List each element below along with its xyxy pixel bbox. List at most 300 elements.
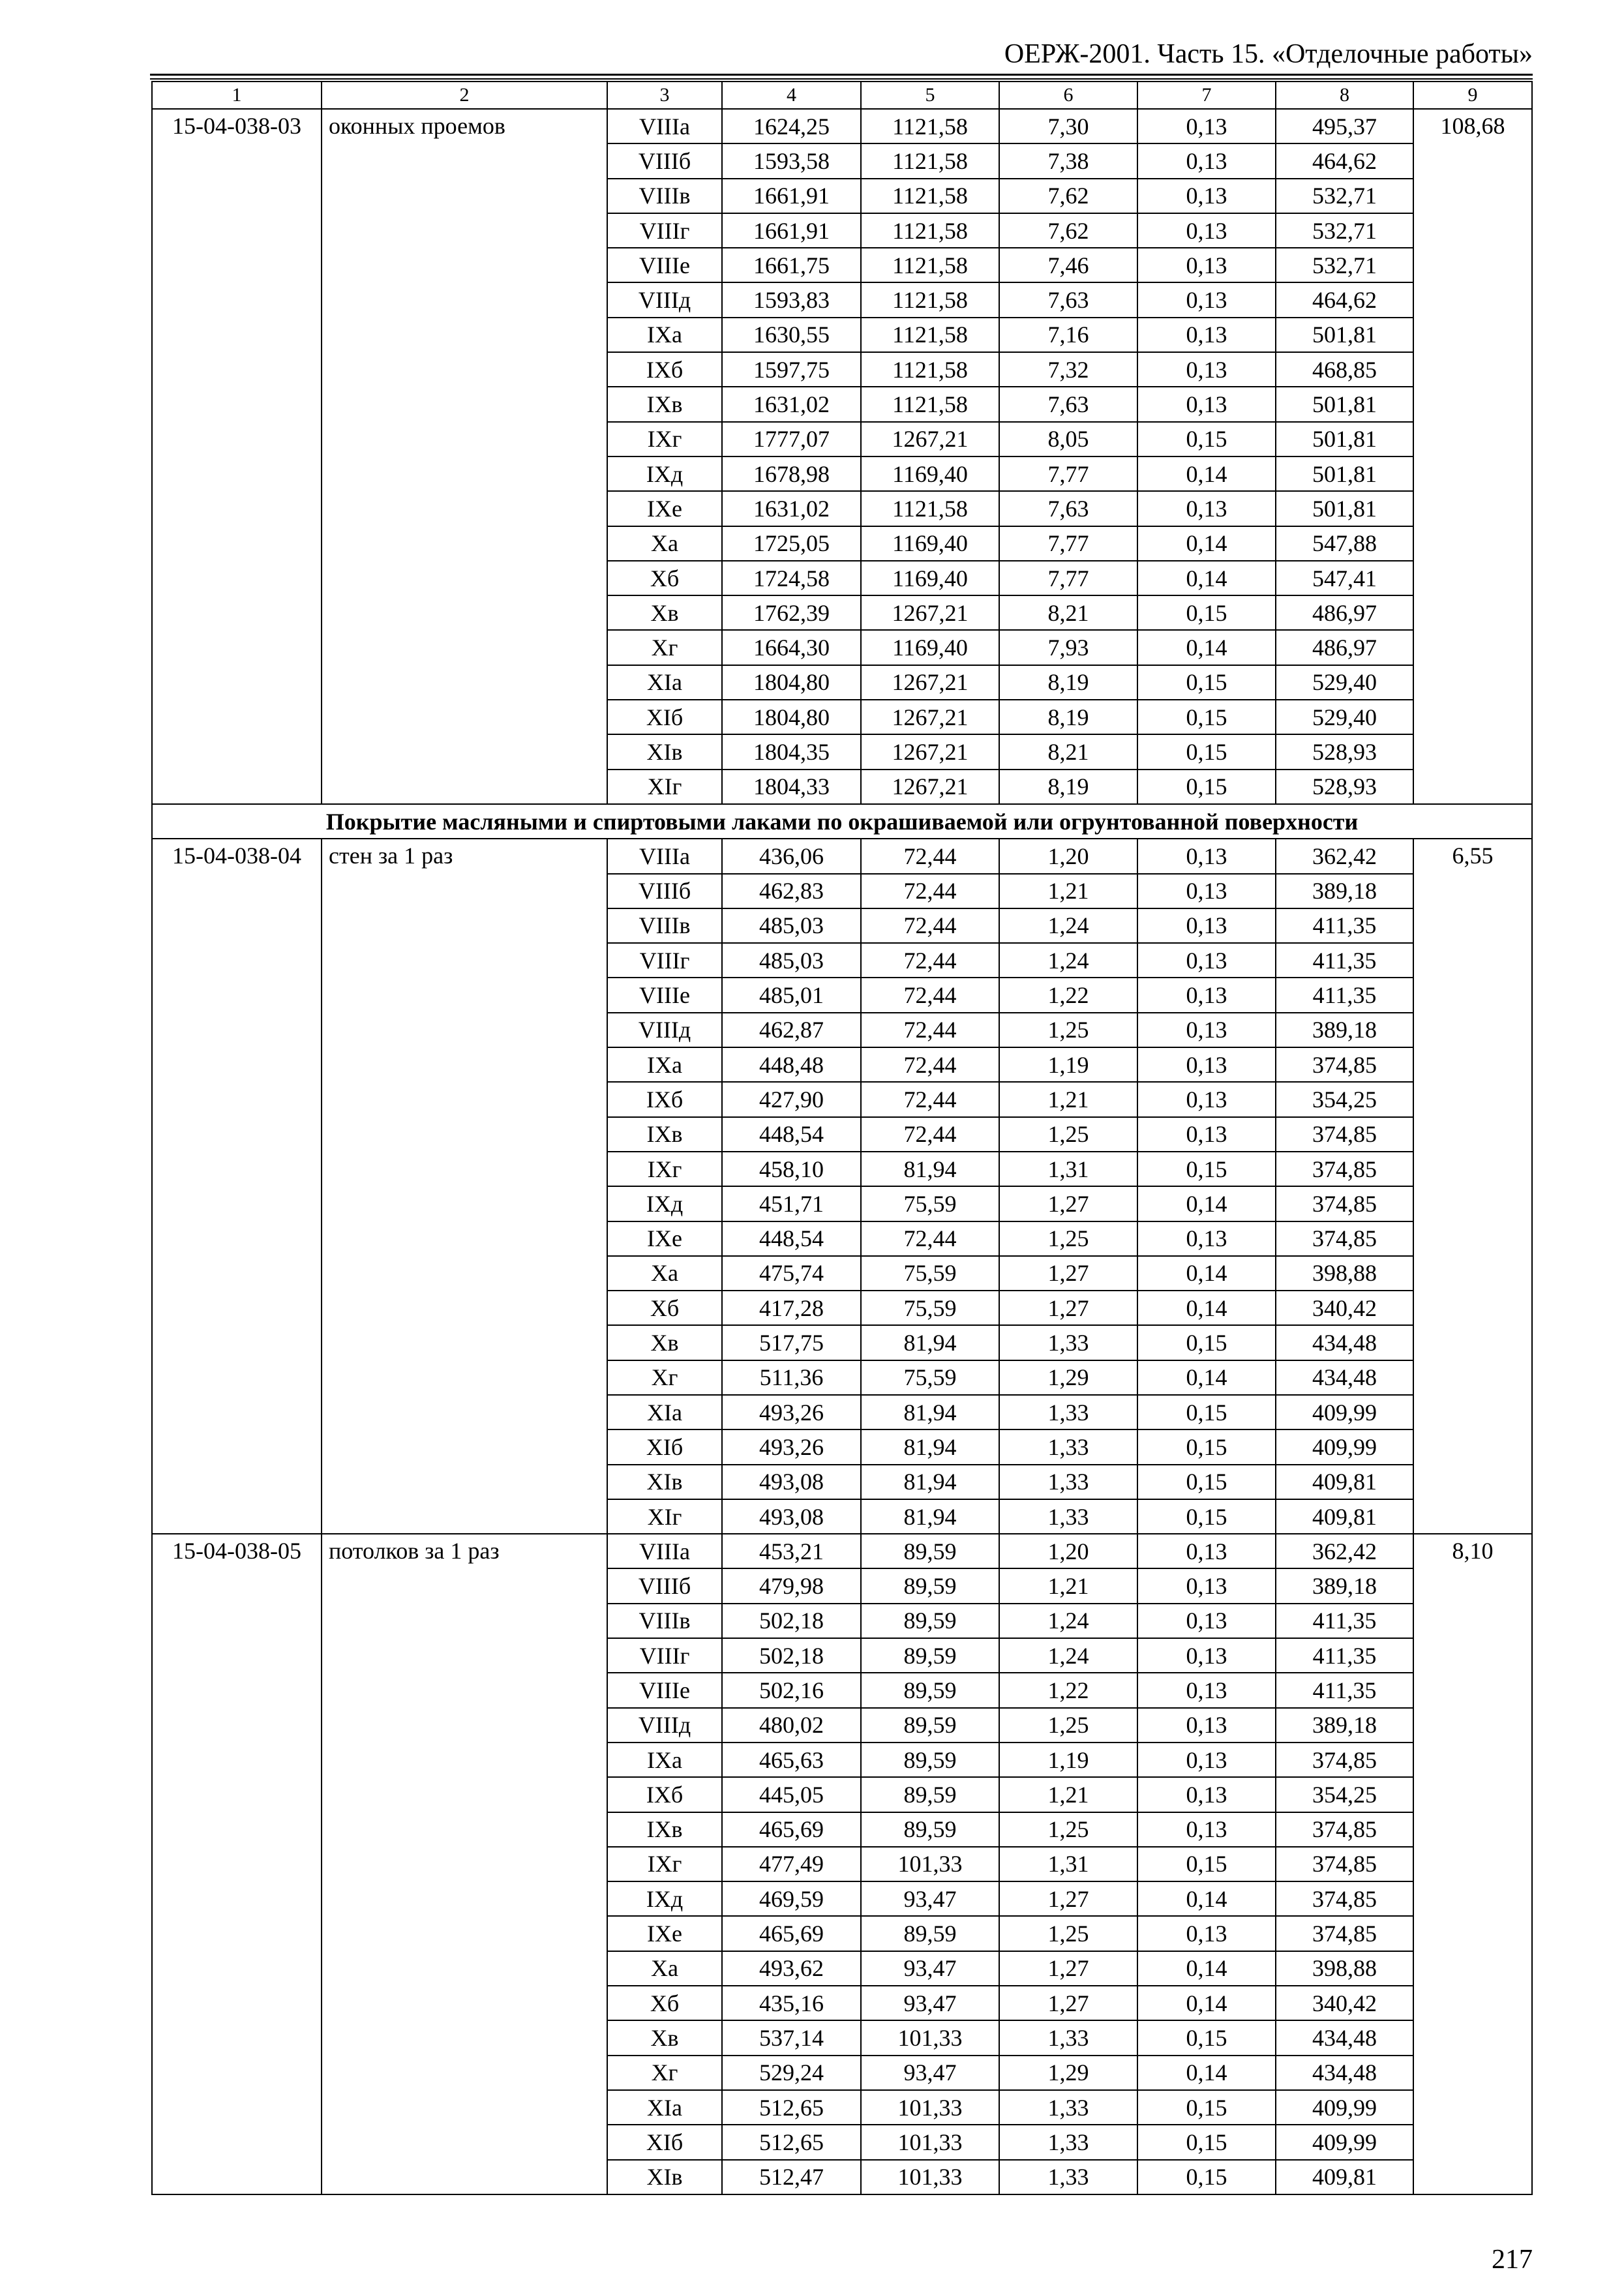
machinist-wages-cell: 0,13 (1137, 1568, 1276, 1603)
machinist-wages-cell: 0,15 (1137, 1499, 1276, 1534)
materials-cell: 374,85 (1276, 1743, 1413, 1777)
direct-costs-cell: 1631,02 (722, 387, 861, 421)
machinist-wages-cell: 0,14 (1137, 1256, 1276, 1291)
labor-wages-cell: 89,59 (861, 1604, 999, 1638)
zone-cell: VIIIб (607, 143, 722, 178)
header-rule (150, 78, 1533, 80)
zone-cell: Xв (607, 1325, 722, 1360)
machine-costs-cell: 1,33 (999, 2125, 1137, 2159)
labor-wages-cell: 89,59 (861, 1916, 999, 1951)
direct-costs-cell: 1664,30 (722, 630, 861, 665)
machinist-wages-cell: 0,13 (1137, 318, 1276, 352)
labor-wages-cell: 72,44 (861, 1013, 999, 1047)
materials-cell: 486,97 (1276, 630, 1413, 665)
machine-costs-cell: 1,22 (999, 1673, 1137, 1707)
materials-cell: 409,81 (1276, 1465, 1413, 1499)
section-heading: Покрытие масляными и спиртовыми лаками по окрашиваемой или огрунтованной поверхности (152, 804, 1532, 839)
zone-cell: Xв (607, 2020, 722, 2055)
labor-wages-cell: 72,44 (861, 1117, 999, 1152)
zone-cell: Xб (607, 1986, 722, 2020)
column-number: 2 (322, 82, 607, 109)
direct-costs-cell: 512,65 (722, 2090, 861, 2125)
section-heading-row (152, 804, 1532, 839)
direct-costs-cell: 448,54 (722, 1221, 861, 1256)
machinist-wages-cell: 0,15 (1137, 734, 1276, 769)
machinist-wages-cell: 0,13 (1137, 978, 1276, 1012)
direct-costs-cell: 1631,02 (722, 491, 861, 526)
direct-costs-cell: 485,03 (722, 908, 861, 943)
labor-wages-cell: 1121,58 (861, 213, 999, 248)
machine-costs-cell: 1,33 (999, 2020, 1137, 2055)
machine-costs-cell: 7,46 (999, 248, 1137, 282)
materials-cell: 409,81 (1276, 2160, 1413, 2194)
zone-cell: XIб (607, 2125, 722, 2159)
zone-cell: VIIIд (607, 1708, 722, 1743)
direct-costs-cell: 436,06 (722, 839, 861, 873)
direct-costs-cell: 480,02 (722, 1708, 861, 1743)
machine-costs-cell: 1,25 (999, 1708, 1137, 1743)
materials-cell: 374,85 (1276, 1152, 1413, 1186)
column-number: 5 (861, 82, 999, 109)
column-number: 3 (607, 82, 722, 109)
zone-cell: Xб (607, 1291, 722, 1325)
materials-cell: 501,81 (1276, 422, 1413, 456)
materials-cell: 389,18 (1276, 1568, 1413, 1603)
direct-costs-cell: 427,90 (722, 1082, 861, 1116)
labor-wages-cell: 75,59 (861, 1291, 999, 1325)
materials-cell: 501,81 (1276, 318, 1413, 352)
materials-cell: 389,18 (1276, 1708, 1413, 1743)
zone-cell: XIа (607, 1395, 722, 1429)
zone-cell: IXб (607, 1082, 722, 1116)
materials-cell: 528,93 (1276, 770, 1413, 804)
machinist-wages-cell: 0,13 (1137, 874, 1276, 908)
labor-wages-cell: 72,44 (861, 874, 999, 908)
machine-costs-cell: 1,29 (999, 1360, 1137, 1395)
materials-cell: 340,42 (1276, 1291, 1413, 1325)
materials-cell: 389,18 (1276, 874, 1413, 908)
materials-cell: 411,35 (1276, 1604, 1413, 1638)
direct-costs-cell: 1762,39 (722, 595, 861, 630)
materials-cell: 389,18 (1276, 1013, 1413, 1047)
materials-cell: 434,48 (1276, 1360, 1413, 1395)
machine-costs-cell: 1,27 (999, 1986, 1137, 2020)
direct-costs-cell: 485,03 (722, 943, 861, 978)
labor-wages-cell: 81,94 (861, 1395, 999, 1429)
materials-cell: 362,42 (1276, 839, 1413, 873)
machine-costs-cell: 1,24 (999, 1604, 1137, 1638)
labor-wages-cell: 1121,58 (861, 109, 999, 143)
column-number: 4 (722, 82, 861, 109)
zone-cell: IXг (607, 1847, 722, 1881)
machinist-wages-cell: 0,13 (1137, 143, 1276, 178)
labor-wages-cell: 89,59 (861, 1673, 999, 1707)
zone-cell: IXа (607, 318, 722, 352)
direct-costs-cell: 448,54 (722, 1117, 861, 1152)
labor-wages-cell: 81,94 (861, 1499, 999, 1534)
zone-cell: XIб (607, 700, 722, 734)
column-number: 1 (152, 82, 322, 109)
zone-cell: IXд (607, 1186, 722, 1221)
direct-costs-cell: 493,26 (722, 1429, 861, 1464)
materials-cell: 529,40 (1276, 700, 1413, 734)
machinist-wages-cell: 0,15 (1137, 1152, 1276, 1186)
zone-cell: XIа (607, 665, 722, 700)
zone-cell: XIб (607, 1429, 722, 1464)
machinist-wages-cell: 0,15 (1137, 2020, 1276, 2055)
machinist-wages-cell: 0,13 (1137, 248, 1276, 282)
machinist-wages-cell: 0,13 (1137, 1604, 1276, 1638)
zone-cell: VIIIд (607, 282, 722, 317)
machinist-wages-cell: 0,15 (1137, 2125, 1276, 2159)
labor-wages-cell: 89,59 (861, 1812, 999, 1847)
table-row (152, 1534, 1532, 1568)
materials-cell: 409,99 (1276, 1429, 1413, 1464)
machine-costs-cell: 1,33 (999, 1325, 1137, 1360)
labor-wages-cell: 1169,40 (861, 456, 999, 491)
direct-costs-cell: 1678,98 (722, 456, 861, 491)
machine-costs-cell: 1,20 (999, 839, 1137, 873)
machine-costs-cell: 1,25 (999, 1013, 1137, 1047)
labor-wages-cell: 1121,58 (861, 179, 999, 213)
materials-cell: 411,35 (1276, 908, 1413, 943)
zone-cell: IXв (607, 1117, 722, 1152)
labor-wages-cell: 1169,40 (861, 561, 999, 595)
direct-costs-cell: 465,69 (722, 1916, 861, 1951)
machine-costs-cell: 1,27 (999, 1881, 1137, 1916)
machine-costs-cell: 1,29 (999, 2056, 1137, 2090)
materials-cell: 374,85 (1276, 1881, 1413, 1916)
zone-cell: VIIIг (607, 1638, 722, 1673)
column-number: 9 (1413, 82, 1532, 109)
materials-cell: 547,41 (1276, 561, 1413, 595)
machinist-wages-cell: 0,13 (1137, 1708, 1276, 1743)
column-number-row (152, 82, 1532, 109)
labor-wages-cell: 1267,21 (861, 734, 999, 769)
direct-costs-cell: 458,10 (722, 1152, 861, 1186)
work-name: стен за 1 раз (322, 839, 607, 1534)
direct-costs-cell: 1593,83 (722, 282, 861, 317)
labor-wages-cell: 75,59 (861, 1186, 999, 1221)
machine-costs-cell: 1,27 (999, 1291, 1137, 1325)
machinist-wages-cell: 0,13 (1137, 1221, 1276, 1256)
direct-costs-cell: 465,69 (722, 1812, 861, 1847)
labor-wages-cell: 72,44 (861, 839, 999, 873)
labor-wages-cell: 101,33 (861, 2020, 999, 2055)
zone-cell: VIIIв (607, 908, 722, 943)
zone-cell: Xг (607, 630, 722, 665)
zone-cell: IXе (607, 1916, 722, 1951)
labor-wages-cell: 72,44 (861, 1047, 999, 1082)
machinist-wages-cell: 0,13 (1137, 491, 1276, 526)
table-row (152, 109, 1532, 143)
machine-costs-cell: 1,33 (999, 1429, 1137, 1464)
machine-costs-cell: 1,25 (999, 1117, 1137, 1152)
machine-costs-cell: 7,16 (999, 318, 1137, 352)
machinist-wages-cell: 0,14 (1137, 456, 1276, 491)
machinist-wages-cell: 0,13 (1137, 387, 1276, 421)
machinist-wages-cell: 0,15 (1137, 422, 1276, 456)
materials-cell: 374,85 (1276, 1847, 1413, 1881)
materials-cell: 398,88 (1276, 1256, 1413, 1291)
machinist-wages-cell: 0,13 (1137, 1812, 1276, 1847)
machine-costs-cell: 7,63 (999, 387, 1137, 421)
direct-costs-cell: 1624,25 (722, 109, 861, 143)
machinist-wages-cell: 0,14 (1137, 1291, 1276, 1325)
machinist-wages-cell: 0,14 (1137, 2056, 1276, 2090)
machinist-wages-cell: 0,15 (1137, 1465, 1276, 1499)
machinist-wages-cell: 0,14 (1137, 561, 1276, 595)
materials-cell: 354,25 (1276, 1777, 1413, 1812)
labor-wages-cell: 93,47 (861, 1986, 999, 2020)
machine-costs-cell: 8,19 (999, 700, 1137, 734)
labor-wages-cell: 89,59 (861, 1638, 999, 1673)
labor-wages-cell: 81,94 (861, 1465, 999, 1499)
materials-cell: 374,85 (1276, 1186, 1413, 1221)
machinist-wages-cell: 0,13 (1137, 839, 1276, 873)
labor-wages-cell: 1121,58 (861, 248, 999, 282)
direct-costs-cell: 512,47 (722, 2160, 861, 2194)
materials-cell: 374,85 (1276, 1916, 1413, 1951)
machine-costs-cell: 1,19 (999, 1047, 1137, 1082)
column-9-value: 108,68 (1413, 109, 1532, 804)
work-name: потолков за 1 раз (322, 1534, 607, 2194)
zone-cell: Xа (607, 1256, 722, 1291)
table-row (152, 839, 1532, 873)
machine-costs-cell: 1,31 (999, 1847, 1137, 1881)
materials-cell: 374,85 (1276, 1117, 1413, 1152)
direct-costs-cell: 448,48 (722, 1047, 861, 1082)
zone-cell: Xа (607, 526, 722, 561)
machine-costs-cell: 8,05 (999, 422, 1137, 456)
machinist-wages-cell: 0,15 (1137, 665, 1276, 700)
materials-cell: 529,40 (1276, 665, 1413, 700)
labor-wages-cell: 1267,21 (861, 422, 999, 456)
rate-code: 15-04-038-03 (152, 109, 322, 804)
page-number: 217 (1492, 2245, 1533, 2275)
labor-wages-cell: 81,94 (861, 1152, 999, 1186)
machine-costs-cell: 1,21 (999, 1777, 1137, 1812)
machinist-wages-cell: 0,15 (1137, 1429, 1276, 1464)
machinist-wages-cell: 0,14 (1137, 1360, 1276, 1395)
direct-costs-cell: 445,05 (722, 1777, 861, 1812)
machine-costs-cell: 8,21 (999, 734, 1137, 769)
zone-cell: VIIIа (607, 1534, 722, 1568)
materials-cell: 501,81 (1276, 387, 1413, 421)
rate-code: 15-04-038-05 (152, 1534, 322, 2194)
materials-cell: 486,97 (1276, 595, 1413, 630)
machine-costs-cell: 1,24 (999, 908, 1137, 943)
direct-costs-cell: 1661,91 (722, 213, 861, 248)
machine-costs-cell: 7,93 (999, 630, 1137, 665)
direct-costs-cell: 1661,91 (722, 179, 861, 213)
materials-cell: 532,71 (1276, 248, 1413, 282)
zone-cell: Xг (607, 1360, 722, 1395)
direct-costs-cell: 1725,05 (722, 526, 861, 561)
zone-cell: Xг (607, 2056, 722, 2090)
machinist-wages-cell: 0,15 (1137, 2160, 1276, 2194)
zone-cell: XIв (607, 2160, 722, 2194)
page-header-title: ОЕРЖ-2001. Часть 15. «Отделочные работы» (1004, 39, 1533, 69)
materials-cell: 374,85 (1276, 1812, 1413, 1847)
labor-wages-cell: 75,59 (861, 1360, 999, 1395)
materials-cell: 374,85 (1276, 1047, 1413, 1082)
machine-costs-cell: 1,33 (999, 1395, 1137, 1429)
labor-wages-cell: 1169,40 (861, 526, 999, 561)
labor-wages-cell: 1267,21 (861, 770, 999, 804)
labor-wages-cell: 93,47 (861, 2056, 999, 2090)
zone-cell: VIIIе (607, 248, 722, 282)
labor-wages-cell: 1121,58 (861, 352, 999, 387)
machinist-wages-cell: 0,15 (1137, 1325, 1276, 1360)
zone-cell: Xб (607, 561, 722, 595)
machine-costs-cell: 7,63 (999, 491, 1137, 526)
materials-cell: 374,85 (1276, 1221, 1413, 1256)
zone-cell: IXд (607, 1881, 722, 1916)
materials-cell: 501,81 (1276, 491, 1413, 526)
zone-cell: IXб (607, 1777, 722, 1812)
materials-cell: 354,25 (1276, 1082, 1413, 1116)
zone-cell: IXв (607, 1812, 722, 1847)
machinist-wages-cell: 0,13 (1137, 1082, 1276, 1116)
machine-costs-cell: 1,22 (999, 978, 1137, 1012)
labor-wages-cell: 72,44 (861, 908, 999, 943)
machine-costs-cell: 1,25 (999, 1812, 1137, 1847)
zone-cell: IXг (607, 422, 722, 456)
labor-wages-cell: 101,33 (861, 2160, 999, 2194)
materials-cell: 411,35 (1276, 1673, 1413, 1707)
machinist-wages-cell: 0,15 (1137, 700, 1276, 734)
machine-costs-cell: 7,77 (999, 526, 1137, 561)
zone-cell: IXе (607, 1221, 722, 1256)
materials-cell: 409,99 (1276, 1395, 1413, 1429)
labor-wages-cell: 1121,58 (861, 143, 999, 178)
direct-costs-cell: 1804,80 (722, 700, 861, 734)
machinist-wages-cell: 0,13 (1137, 1534, 1276, 1568)
materials-cell: 409,99 (1276, 2090, 1413, 2125)
machinist-wages-cell: 0,13 (1137, 1916, 1276, 1951)
direct-costs-cell: 475,74 (722, 1256, 861, 1291)
direct-costs-cell: 462,87 (722, 1013, 861, 1047)
zone-cell: IXа (607, 1743, 722, 1777)
zone-cell: IXд (607, 456, 722, 491)
machine-costs-cell: 7,77 (999, 456, 1137, 491)
machine-costs-cell: 7,62 (999, 179, 1137, 213)
direct-costs-cell: 502,18 (722, 1638, 861, 1673)
machine-costs-cell: 1,27 (999, 1256, 1137, 1291)
direct-costs-cell: 417,28 (722, 1291, 861, 1325)
zone-cell: VIIIе (607, 978, 722, 1012)
column-9-value: 6,55 (1413, 839, 1532, 1534)
direct-costs-cell: 1777,07 (722, 422, 861, 456)
machine-costs-cell: 7,32 (999, 352, 1137, 387)
machine-costs-cell: 7,63 (999, 282, 1137, 317)
direct-costs-cell: 1597,75 (722, 352, 861, 387)
direct-costs-cell: 479,98 (722, 1568, 861, 1603)
machine-costs-cell: 1,27 (999, 1951, 1137, 1986)
machinist-wages-cell: 0,13 (1137, 1117, 1276, 1152)
machine-costs-cell: 7,77 (999, 561, 1137, 595)
zone-cell: XIг (607, 1499, 722, 1534)
rate-code: 15-04-038-04 (152, 839, 322, 1534)
machinist-wages-cell: 0,15 (1137, 595, 1276, 630)
materials-cell: 547,88 (1276, 526, 1413, 561)
machine-costs-cell: 1,25 (999, 1916, 1137, 1951)
labor-wages-cell: 93,47 (861, 1951, 999, 1986)
materials-cell: 434,48 (1276, 1325, 1413, 1360)
zone-cell: VIIIд (607, 1013, 722, 1047)
machine-costs-cell: 8,19 (999, 770, 1137, 804)
machine-costs-cell: 1,33 (999, 2090, 1137, 2125)
materials-cell: 532,71 (1276, 213, 1413, 248)
machinist-wages-cell: 0,13 (1137, 352, 1276, 387)
labor-wages-cell: 1121,58 (861, 491, 999, 526)
zone-cell: VIIIб (607, 874, 722, 908)
labor-wages-cell: 72,44 (861, 943, 999, 978)
materials-cell: 409,99 (1276, 2125, 1413, 2159)
machinist-wages-cell: 0,13 (1137, 1013, 1276, 1047)
zone-cell: IXв (607, 387, 722, 421)
materials-cell: 528,93 (1276, 734, 1413, 769)
direct-costs-cell: 493,08 (722, 1465, 861, 1499)
labor-wages-cell: 101,33 (861, 2125, 999, 2159)
zone-cell: Xв (607, 595, 722, 630)
machinist-wages-cell: 0,13 (1137, 908, 1276, 943)
zone-cell: VIIIа (607, 839, 722, 873)
direct-costs-cell: 469,59 (722, 1881, 861, 1916)
direct-costs-cell: 453,21 (722, 1534, 861, 1568)
column-9-value: 8,10 (1413, 1534, 1532, 2194)
zone-cell: XIа (607, 2090, 722, 2125)
labor-wages-cell: 1169,40 (861, 630, 999, 665)
labor-wages-cell: 81,94 (861, 1325, 999, 1360)
rates-table (151, 81, 1533, 2195)
labor-wages-cell: 89,59 (861, 1534, 999, 1568)
direct-costs-cell: 517,75 (722, 1325, 861, 1360)
machine-costs-cell: 7,62 (999, 213, 1137, 248)
direct-costs-cell: 485,01 (722, 978, 861, 1012)
zone-cell: VIIIв (607, 179, 722, 213)
labor-wages-cell: 1267,21 (861, 665, 999, 700)
materials-cell: 409,81 (1276, 1499, 1413, 1534)
labor-wages-cell: 1267,21 (861, 700, 999, 734)
labor-wages-cell: 72,44 (861, 978, 999, 1012)
direct-costs-cell: 512,65 (722, 2125, 861, 2159)
machine-costs-cell: 1,27 (999, 1186, 1137, 1221)
direct-costs-cell: 1593,58 (722, 143, 861, 178)
column-number: 7 (1137, 82, 1276, 109)
labor-wages-cell: 72,44 (861, 1082, 999, 1116)
machine-costs-cell: 7,38 (999, 143, 1137, 178)
labor-wages-cell: 89,59 (861, 1568, 999, 1603)
zone-cell: XIг (607, 770, 722, 804)
direct-costs-cell: 435,16 (722, 1986, 861, 2020)
direct-costs-cell: 529,24 (722, 2056, 861, 2090)
zone-cell: XIв (607, 1465, 722, 1499)
direct-costs-cell: 537,14 (722, 2020, 861, 2055)
materials-cell: 495,37 (1276, 109, 1413, 143)
machine-costs-cell: 1,21 (999, 874, 1137, 908)
work-name: оконных проемов (322, 109, 607, 804)
machinist-wages-cell: 0,13 (1137, 179, 1276, 213)
machinist-wages-cell: 0,13 (1137, 1777, 1276, 1812)
machine-costs-cell: 8,21 (999, 595, 1137, 630)
labor-wages-cell: 1121,58 (861, 282, 999, 317)
labor-wages-cell: 1121,58 (861, 387, 999, 421)
machinist-wages-cell: 0,13 (1137, 1047, 1276, 1082)
materials-cell: 434,48 (1276, 2020, 1413, 2055)
zone-cell: VIIIб (607, 1568, 722, 1603)
